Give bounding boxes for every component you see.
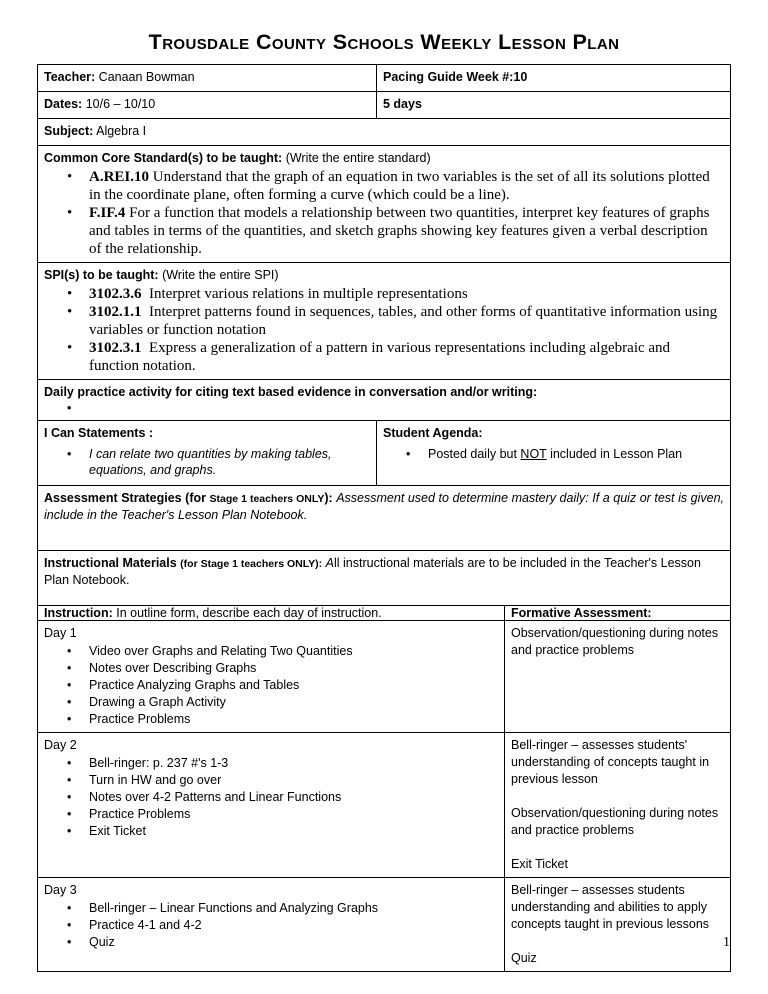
daily-practice-cell [38, 380, 730, 420]
teacher-value: Canaan Bowman [98, 70, 195, 84]
page-title: Trousdale County Schools Weekly Lesson Plan [148, 30, 620, 54]
bullet-icon [67, 168, 89, 204]
student-agenda-cell [376, 421, 730, 485]
day2-item [44, 789, 498, 806]
day2-item-text: Exit Ticket [89, 824, 146, 838]
day1-item [44, 677, 498, 694]
bullet-icon [67, 711, 89, 728]
day3-title: Day 3 [44, 883, 77, 897]
instruction-note: In outline form, describe each day of instruction. [116, 606, 382, 620]
day2-item-text: Notes over 4-2 Patterns and Linear Functions [89, 790, 342, 804]
bullet-icon [67, 677, 89, 694]
daily-practice-label: Daily practice activity for citing text based evidence in conversation and/or writing: [44, 385, 538, 399]
day3-item-text: Bell-ringer – Linear Functions and Analyzing Graphs [89, 901, 379, 915]
formative-header-cell [504, 606, 730, 620]
day2-item [44, 755, 498, 772]
bullet-icon [67, 303, 89, 339]
day1-item-text: Video over Graphs and Relating Two Quantities [89, 644, 353, 658]
dates-cell [38, 92, 376, 118]
common-core-row [38, 145, 730, 262]
bullet-icon [67, 446, 89, 478]
spi-text: 3102.3.1 Express a generalization of a pattern in various representations including algebraic and function notation. [89, 340, 671, 374]
spi-label: SPI(s) to be taught: [44, 268, 159, 282]
bullet-icon [67, 660, 89, 677]
common-core-label: Common Core Standard(s) to be taught: [44, 151, 283, 165]
day2-row [38, 732, 730, 877]
ican-text: I can relate two quantities by making tables, equations, and graphs. [89, 447, 332, 477]
day1-list [44, 643, 498, 728]
days-count-cell [376, 92, 730, 118]
assessment-strategies-label: Assessment Strategies (for Stage 1 teachers ONLY): [44, 491, 333, 505]
subject-row [38, 118, 730, 145]
day3-row [38, 877, 730, 971]
bullet-icon [406, 446, 428, 462]
day3-item [44, 900, 498, 917]
spi-cell [38, 263, 730, 379]
teacher-label: Teacher: [44, 70, 96, 84]
common-core-note: (Write the entire standard) [285, 151, 431, 165]
teacher-pacing-row [38, 65, 730, 91]
spi-item [44, 285, 724, 303]
spi-heading [44, 267, 724, 283]
day1-item-text: Practice Analyzing Graphs and Tables [89, 678, 300, 692]
formative-paragraph: Quiz [511, 951, 537, 965]
common-core-cell [38, 146, 730, 262]
formative-paragraph: Bell-ringer – assesses students' understanding of concepts taught in previous lesson [511, 738, 710, 786]
bullet-icon [67, 400, 89, 416]
instructional-materials-row [38, 550, 730, 605]
day3-instruction-cell [38, 878, 504, 971]
page-number: 1 [723, 935, 730, 950]
day1-title: Day 1 [44, 626, 77, 640]
dates-row [38, 91, 730, 118]
daily-practice-empty-item [44, 400, 724, 416]
day2-formative-cell [504, 733, 730, 877]
standard-text: F.IF.4 For a function that models a relationship between two quantities, interpret key features of graphs and tables in terms of the quantities, and sketch graphs showing key features given a verbal description of the relationship. [89, 205, 710, 257]
instructional-materials-label: Instructional Materials (for Stage 1 teachers ONLY): [44, 556, 323, 570]
daily-practice-empty-text [89, 400, 724, 416]
day3-item [44, 917, 498, 934]
day1-instruction-cell [38, 621, 504, 732]
spi-text: 3102.3.6 Interpret various relations in multiple representations [89, 286, 468, 302]
day1-item-text: Notes over Describing Graphs [89, 661, 257, 675]
day2-instruction-cell [38, 733, 504, 877]
bullet-icon [67, 772, 89, 789]
bullet-icon [67, 900, 89, 917]
instruction-header-row [38, 605, 730, 620]
day2-item-text: Bell-ringer: p. 237 #'s 1-3 [89, 756, 229, 770]
instruction-header-cell [38, 606, 504, 620]
subject-cell [38, 119, 730, 145]
ican-label: I Can Statements : [44, 426, 154, 440]
teacher-cell [38, 65, 376, 91]
subject-value: Algebra I [96, 124, 147, 138]
dates-label: Dates: [44, 97, 83, 111]
day1-item [44, 694, 498, 711]
day3-item [44, 934, 498, 951]
instructional-materials-cell [38, 551, 730, 605]
day2-list [44, 755, 498, 840]
common-core-heading [44, 150, 724, 166]
student-agenda-item [383, 446, 724, 462]
assessment-strategies-text: Assessment used to determine mastery daily: If a quiz or test is given, include in the Teacher's Lesson Plan Notebook. [44, 491, 724, 522]
bullet-icon [67, 934, 89, 951]
day3-item-text: Practice 4-1 and 4-2 [89, 918, 202, 932]
day1-item-text: Practice Problems [89, 712, 191, 726]
day1-item [44, 711, 498, 728]
formative-paragraph: Observation/questioning during notes and practice problems [511, 806, 719, 837]
day1-item-text: Drawing a Graph Activity [89, 695, 226, 709]
day2-item [44, 806, 498, 823]
bullet-icon [67, 694, 89, 711]
bullet-icon [67, 917, 89, 934]
bullet-icon [67, 204, 89, 258]
standard-item [44, 204, 724, 258]
instruction-label: Instruction: [44, 606, 113, 620]
spi-item [44, 303, 724, 339]
bullet-icon [67, 755, 89, 772]
student-agenda-text: Posted daily but NOT included in Lesson Plan [428, 447, 683, 461]
pacing-week-label: Pacing Guide Week #:10 [383, 70, 528, 84]
bullet-icon [67, 643, 89, 660]
ican-list [44, 446, 370, 478]
day2-item [44, 772, 498, 789]
spi-list [44, 285, 724, 375]
formative-paragraph: Exit Ticket [511, 857, 568, 871]
dates-value: 10/6 – 10/10 [85, 97, 156, 111]
formative-assessment-label: Formative Assessment: [511, 606, 652, 620]
ican-cell [38, 421, 376, 485]
assessment-strategies-cell [38, 486, 730, 550]
student-agenda-list [383, 446, 724, 462]
day2-item [44, 823, 498, 840]
bullet-icon [67, 789, 89, 806]
bullet-icon [67, 339, 89, 375]
ican-item [44, 446, 370, 478]
common-core-list [44, 168, 724, 258]
spi-note: (Write the entire SPI) [162, 268, 279, 282]
formative-paragraph: Observation/questioning during notes and practice problems [511, 626, 719, 657]
day1-row [38, 620, 730, 732]
day2-title: Day 2 [44, 738, 77, 752]
day3-item-text: Quiz [89, 935, 115, 949]
bullet-icon [67, 285, 89, 303]
day2-item-text: Turn in HW and go over [89, 773, 222, 787]
student-agenda-label: Student Agenda: [383, 426, 483, 440]
spi-text: 3102.1.1 Interpret patterns found in sequences, tables, and other forms of quantitative information using variables or function notation [89, 304, 718, 338]
pacing-week-cell [376, 65, 730, 91]
day1-item [44, 643, 498, 660]
days-count-value: 5 days [383, 97, 422, 111]
bullet-icon [67, 806, 89, 823]
day1-formative-cell [504, 621, 730, 732]
standard-text: A.REI.10 Understand that the graph of an equation in two variables is the set of all its solutions plotted in the coordinate plane, often forming a curve (which could be a line). [89, 169, 710, 203]
day1-item [44, 660, 498, 677]
day3-formative-cell [504, 878, 730, 971]
assessment-strategies-row [38, 485, 730, 550]
formative-paragraph: Bell-ringer – assesses students understanding and abilities to apply concepts taught in previous lessons [511, 883, 710, 931]
spi-item [44, 339, 724, 375]
instructional-materials-text: ll instructional materials are to be included in the Teacher's Lesson Plan Notebook. [44, 556, 701, 587]
standard-item [44, 168, 724, 204]
spi-row [38, 262, 730, 379]
instructional-materials-lead: A [325, 556, 334, 570]
day3-list [44, 900, 498, 951]
subject-label: Subject: [44, 124, 94, 138]
bullet-icon [67, 823, 89, 840]
ican-agenda-row [38, 420, 730, 485]
lesson-plan-table [37, 64, 731, 972]
daily-practice-row [38, 379, 730, 420]
day2-item-text: Practice Problems [89, 807, 191, 821]
